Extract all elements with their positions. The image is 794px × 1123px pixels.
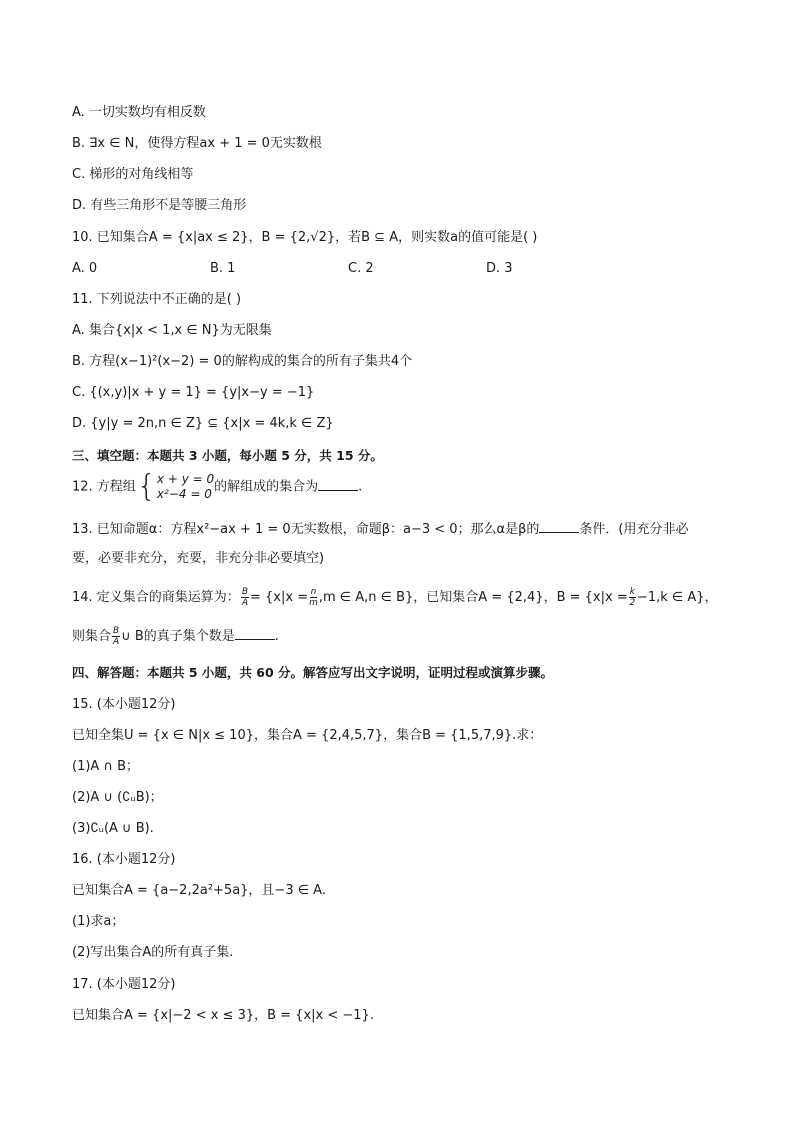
q12-eq1: x + y = 0 xyxy=(156,472,215,486)
q10-option-d: D. 3 xyxy=(486,261,513,276)
q16-title: 16. (本小题12分) xyxy=(72,852,176,867)
q13-text-end: 条件．(用充分非必 xyxy=(579,522,689,537)
q17-title: 17. (本小题12分) xyxy=(72,977,176,992)
q12-prefix: 12. 方程组 xyxy=(72,479,136,495)
q14-answer-blank[interactable] xyxy=(235,625,275,640)
q13-line2: 要，必要非充分，充要，非充分非必要填空) xyxy=(72,551,325,566)
q15-stem: 已知全集U = {x ∈ N|x ≤ 10}，集合A = {2,4,5,7}，集合B = {1,5,7,9}.求： xyxy=(72,728,543,743)
q10-option-b: B. 1 xyxy=(210,261,236,276)
q14-line2-prefix: 则集合 xyxy=(72,629,112,644)
fraction-numerator: B xyxy=(241,587,248,597)
q14-line1 xyxy=(72,586,754,610)
q14-text-1: 14. 定义集合的商集运算为： xyxy=(72,590,240,605)
fraction-numerator: k xyxy=(629,587,635,597)
q17-stem: 已知集合A = {x|−2 < x ≤ 3}，B = {x|x < −1}. xyxy=(72,1008,374,1023)
q9-option-d: D. 有些三角形不是等腰三角形 xyxy=(72,198,247,213)
q12-suffix: 的解组成的集合为 xyxy=(214,479,319,495)
q10-option-a: A. 0 xyxy=(72,261,98,276)
q14-fraction-b-over-a-2 xyxy=(112,626,120,647)
q11-option-a: A. 集合{x|x < 1,x ∈ N}为无限集 xyxy=(72,323,272,338)
q16-part-2: (2)写出集合A的所有真子集. xyxy=(72,945,234,960)
q13-line1 xyxy=(72,518,754,540)
q9-option-b: B. ∃x ∈ N，使得方程ax + 1 = 0无实数根 xyxy=(72,136,322,151)
q14-fraction-b-over-a xyxy=(241,587,249,608)
q12-end: . xyxy=(358,479,363,495)
fraction-denominator: A xyxy=(241,598,248,608)
q10-option-c: C. 2 xyxy=(348,261,374,276)
q14-line2 xyxy=(72,625,754,649)
fraction-denominator: 2 xyxy=(629,598,636,608)
section-4-heading: 四、解答题：本题共 5 小题，共 60 分。解答应写出文字说明，证明过程或演算步骤。 xyxy=(72,665,554,680)
q16-stem: 已知集合A = {a−2,2a²+5a}，且−3 ∈ A. xyxy=(72,883,326,898)
q12-equation-system xyxy=(136,469,215,504)
q14-line2-end: . xyxy=(274,629,279,644)
brace-icon: { xyxy=(136,469,156,504)
q12-eq2: x²−4 = 0 xyxy=(156,487,212,501)
q13-text: 13. 已知命题α：方程x²−ax + 1 = 0无实数根，命题β：a−3 < 0；那么α是β的 xyxy=(72,522,540,537)
q15-part-2: (2)A ∪ (∁ᵤB)； xyxy=(72,790,163,805)
q11-option-c: C. {(x,y)|x + y = 1} = {y|x−y = −1} xyxy=(72,385,315,400)
q15-title: 15. (本小题12分) xyxy=(72,697,176,712)
q15-part-3: (3)∁ᵤ(A ∪ B). xyxy=(72,821,154,836)
q9-option-a: A. 一切实数均有相反数 xyxy=(72,105,206,120)
fraction-numerator: n xyxy=(310,587,317,597)
q15-part-1: (1)A ∩ B； xyxy=(72,759,140,774)
q11-stem: 11. 下列说法中不正确的是( ) xyxy=(72,292,242,307)
q16-part-1: (1)求a； xyxy=(72,914,125,929)
fraction-numerator: B xyxy=(113,626,120,636)
q13-answer-blank[interactable] xyxy=(539,518,579,533)
section-3-heading: 三、填空题：本题共 3 小题，每小题 5 分，共 15 分。 xyxy=(72,448,383,463)
q10-options xyxy=(72,259,754,279)
q11-option-b: B. 方程(x−1)²(x−2) = 0的解构成的集合的所有子集共4个 xyxy=(72,354,413,369)
q9-option-c: C. 梯形的对角线相等 xyxy=(72,167,194,182)
fraction-denominator: A xyxy=(113,637,120,647)
q14-line2-mid: ∪ B的真子集个数是 xyxy=(121,629,235,644)
fraction-denominator: m xyxy=(309,598,318,608)
q10-stem: 10. 已知集合A = {x|ax ≤ 2}，B = {2,√2}，若B ⊆ A，则实数a的值可能是( ) xyxy=(72,230,538,245)
q14-fraction-k-over-2 xyxy=(629,587,636,608)
q12-answer-blank[interactable] xyxy=(318,476,358,491)
q14-text-2: = {x|x = xyxy=(250,590,309,605)
q14-text-3: ,m ∈ A,n ∈ B}，已知集合A = {2,4}，B = {x|x = xyxy=(318,590,628,605)
q12 xyxy=(72,469,754,504)
q11-option-d: D. {y|y = 2n,n ∈ Z} ⊆ {x|x = 4k,k ∈ Z} xyxy=(72,416,334,431)
q14-text-4: −1,k ∈ A}， xyxy=(636,590,718,605)
q14-fraction-n-over-m xyxy=(309,587,318,608)
